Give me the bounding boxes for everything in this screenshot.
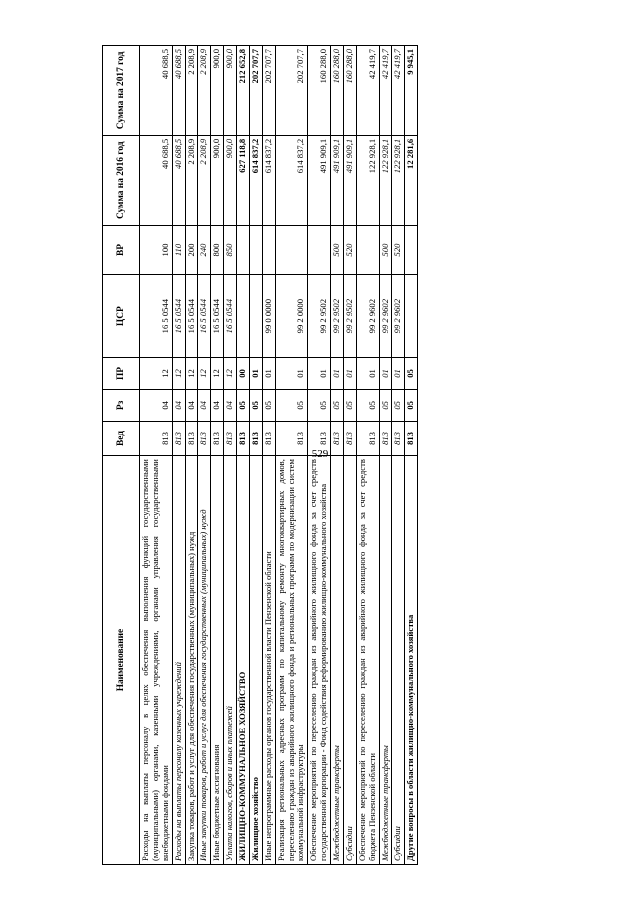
cell-ved: 813 [343, 421, 356, 455]
cell-csr: 16 5 0544 [211, 275, 224, 358]
cell-vr [275, 225, 308, 275]
cell-sum-2016: 491 909,1 [343, 135, 356, 225]
table-row [172, 46, 185, 865]
cell-sum-2016: 2 208,9 [198, 135, 211, 225]
cell-rz: 05 [379, 389, 392, 421]
cell-rz: 04 [140, 389, 173, 421]
table-row [308, 46, 331, 865]
cell-name: Иные закупки товаров, работ и услуг для обеспечения государственных (муниципальных) нужд [198, 456, 211, 865]
cell-rz: 05 [405, 389, 418, 421]
cell-csr: 99 2 9502 [308, 275, 331, 358]
cell-vr [262, 225, 275, 275]
cell-vr [308, 225, 331, 275]
cell-name: Уплата налогов, сборов и иных платежей [224, 456, 237, 865]
cell-pr: 12 [198, 358, 211, 390]
cell-sum-2017: 42 419,7 [356, 46, 379, 136]
cell-vr: 200 [185, 225, 198, 275]
table-row [185, 46, 198, 865]
cell-sum-2017: 212 652,8 [237, 46, 250, 136]
cell-csr: 99 2 9502 [331, 275, 344, 358]
cell-rz: 04 [224, 389, 237, 421]
cell-rz: 04 [211, 389, 224, 421]
cell-rz: 05 [249, 389, 262, 421]
table-row [392, 46, 405, 865]
cell-ved: 813 [198, 421, 211, 455]
cell-vr: 500 [331, 225, 344, 275]
cell-vr [405, 225, 418, 275]
cell-pr: 01 [379, 358, 392, 390]
cell-vr: 520 [392, 225, 405, 275]
header-vr: ВР [103, 225, 140, 275]
table-header-row [103, 46, 140, 865]
cell-name: ЖИЛИЩНО-КОММУНАЛЬНОЕ ХОЗЯЙСТВО [237, 456, 250, 865]
cell-rz: 04 [185, 389, 198, 421]
cell-ved: 813 [211, 421, 224, 455]
cell-vr: 520 [343, 225, 356, 275]
cell-ved: 813 [405, 421, 418, 455]
cell-csr [237, 275, 250, 358]
cell-rz: 05 [331, 389, 344, 421]
cell-ved: 813 [185, 421, 198, 455]
cell-pr: 12 [140, 358, 173, 390]
cell-csr: 99 2 9602 [356, 275, 379, 358]
cell-sum-2017: 900,0 [224, 46, 237, 136]
cell-vr: 100 [140, 225, 173, 275]
cell-csr: 99 2 9602 [379, 275, 392, 358]
cell-vr: 110 [172, 225, 185, 275]
cell-sum-2017: 202 707,7 [275, 46, 308, 136]
cell-rz: 05 [237, 389, 250, 421]
cell-ved: 813 [262, 421, 275, 455]
cell-csr: 16 5 0544 [140, 275, 173, 358]
cell-csr: 99 2 9502 [343, 275, 356, 358]
cell-ved: 813 [224, 421, 237, 455]
cell-csr [405, 275, 418, 358]
cell-name: Субсидии [343, 456, 356, 865]
cell-sum-2017: 202 707,7 [262, 46, 275, 136]
cell-sum-2017: 160 288,0 [343, 46, 356, 136]
cell-pr: 01 [249, 358, 262, 390]
cell-pr: 01 [343, 358, 356, 390]
cell-sum-2016: 122 928,1 [356, 135, 379, 225]
cell-name: Межбюджетные трансферты [379, 456, 392, 865]
cell-sum-2017: 2 208,9 [198, 46, 211, 136]
cell-pr: 01 [356, 358, 379, 390]
cell-sum-2017: 900,0 [211, 46, 224, 136]
cell-csr: 16 5 0544 [172, 275, 185, 358]
cell-sum-2016: 491 909,1 [331, 135, 344, 225]
cell-pr: 12 [224, 358, 237, 390]
cell-ved: 813 [331, 421, 344, 455]
cell-vr: 850 [224, 225, 237, 275]
cell-sum-2017: 160 288,0 [331, 46, 344, 136]
cell-rz: 04 [198, 389, 211, 421]
cell-pr: 01 [331, 358, 344, 390]
cell-pr: 00 [237, 358, 250, 390]
cell-sum-2016: 900,0 [211, 135, 224, 225]
cell-rz: 05 [392, 389, 405, 421]
cell-ved: 813 [356, 421, 379, 455]
cell-vr: 800 [211, 225, 224, 275]
cell-vr [237, 225, 250, 275]
cell-sum-2016: 900,0 [224, 135, 237, 225]
cell-sum-2017: 9 945,1 [405, 46, 418, 136]
cell-vr: 500 [379, 225, 392, 275]
header-sum-2016: Сумма на 2016 год [103, 135, 140, 225]
cell-csr: 16 5 0544 [185, 275, 198, 358]
cell-rz: 04 [172, 389, 185, 421]
cell-pr: 12 [172, 358, 185, 390]
cell-vr [249, 225, 262, 275]
cell-sum-2016: 627 118,8 [237, 135, 250, 225]
cell-sum-2016: 614 837,2 [249, 135, 262, 225]
cell-ved: 813 [140, 421, 173, 455]
cell-ved: 813 [308, 421, 331, 455]
cell-sum-2017: 40 688,5 [140, 46, 173, 136]
cell-name: Расходы на выплаты персоналу казенных учреждений [172, 456, 185, 865]
header-pr: ПР [103, 358, 140, 390]
cell-name: Обеспечение мероприятий по переселению граждан из аварийного жилищного фонда за счет средств государственной корпорации - Фонд содействия реформированию жилищно-коммунального хозяйства [308, 456, 331, 865]
table-row [379, 46, 392, 865]
cell-name: Закупка товаров, работ и услуг для обеспечения государственных (муниципальных) нужд [185, 456, 198, 865]
cell-csr: 99 2 9602 [392, 275, 405, 358]
cell-sum-2017: 40 688,5 [172, 46, 185, 136]
header-name: Наименование [103, 456, 140, 865]
cell-vr: 240 [198, 225, 211, 275]
cell-rz: 05 [275, 389, 308, 421]
table-row [331, 46, 344, 865]
cell-name: Иные непрограммные расходы органов государственной власти Пензенской области [262, 456, 275, 865]
cell-ved: 813 [379, 421, 392, 455]
cell-sum-2016: 491 909,1 [308, 135, 331, 225]
table-row [405, 46, 418, 865]
cell-sum-2017: 160 288,0 [308, 46, 331, 136]
cell-pr: 01 [392, 358, 405, 390]
cell-vr [356, 225, 379, 275]
table-row [356, 46, 379, 865]
cell-ved: 813 [392, 421, 405, 455]
cell-name: Субсидии [392, 456, 405, 865]
cell-rz: 05 [343, 389, 356, 421]
cell-name: Обеспечение мероприятий по переселению граждан из аварийного жилищного фонда за счет средств бюджета Пензенской области [356, 456, 379, 865]
cell-sum-2017: 202 707,7 [249, 46, 262, 136]
cell-sum-2016: 614 837,2 [275, 135, 308, 225]
header-ved: Вед [103, 421, 140, 455]
table-row [198, 46, 211, 865]
cell-sum-2016: 122 928,1 [392, 135, 405, 225]
table-row [140, 46, 173, 865]
cell-ved: 813 [275, 421, 308, 455]
cell-name: Иные бюджетные ассигнования [211, 456, 224, 865]
cell-name: Межбюджетные трансферты [331, 456, 344, 865]
page-number: 529 [311, 448, 329, 460]
table-row [262, 46, 275, 865]
cell-sum-2016: 614 837,2 [262, 135, 275, 225]
cell-name: Расходы на выплаты персоналу в целях обеспечения выполнения функций государственными (муниципальными) органами, казенными учреждениями, органами управления государственными внебюджетными фондами [140, 456, 173, 865]
budget-table-container [102, 45, 640, 865]
cell-csr: 99 2 0000 [275, 275, 308, 358]
table-row [211, 46, 224, 865]
cell-sum-2016: 40 688,5 [172, 135, 185, 225]
cell-rz: 05 [262, 389, 275, 421]
cell-name: Жилищное хозяйство [249, 456, 262, 865]
cell-sum-2017: 42 419,7 [392, 46, 405, 136]
cell-sum-2016: 40 688,5 [140, 135, 173, 225]
table-row [224, 46, 237, 865]
budget-table [102, 45, 418, 865]
table-row [275, 46, 308, 865]
cell-ved: 813 [249, 421, 262, 455]
cell-name: Реализация региональных адресных программ по капитальному ремонту многоквартирных домов, переселению граждан из аварийного жилищного фонда и региональных программ по модернизации систем коммунальной инфраструктуры [275, 456, 308, 865]
cell-sum-2017: 42 419,7 [379, 46, 392, 136]
cell-csr: 16 5 0544 [224, 275, 237, 358]
cell-sum-2017: 2 208,9 [185, 46, 198, 136]
cell-sum-2016: 122 928,1 [379, 135, 392, 225]
cell-pr: 01 [275, 358, 308, 390]
cell-ved: 813 [172, 421, 185, 455]
cell-csr: 16 5 0544 [198, 275, 211, 358]
cell-pr: 12 [185, 358, 198, 390]
cell-pr: 05 [405, 358, 418, 390]
cell-csr [249, 275, 262, 358]
header-sum-2017: Сумма на 2017 год [103, 46, 140, 136]
cell-pr: 12 [211, 358, 224, 390]
header-rz: Рз [103, 389, 140, 421]
cell-pr: 01 [262, 358, 275, 390]
cell-name: Другие вопросы в области жилищно-коммунального хозяйства [405, 456, 418, 865]
budget-table-landscape [102, 45, 640, 865]
cell-pr: 01 [308, 358, 331, 390]
cell-sum-2016: 12 281,6 [405, 135, 418, 225]
header-csr: ЦСР [103, 275, 140, 358]
table-row [249, 46, 262, 865]
cell-sum-2016: 2 208,9 [185, 135, 198, 225]
cell-ved: 813 [237, 421, 250, 455]
cell-rz: 05 [356, 389, 379, 421]
table-row [237, 46, 250, 865]
cell-rz: 05 [308, 389, 331, 421]
table-row [343, 46, 356, 865]
cell-csr: 99 0 0000 [262, 275, 275, 358]
